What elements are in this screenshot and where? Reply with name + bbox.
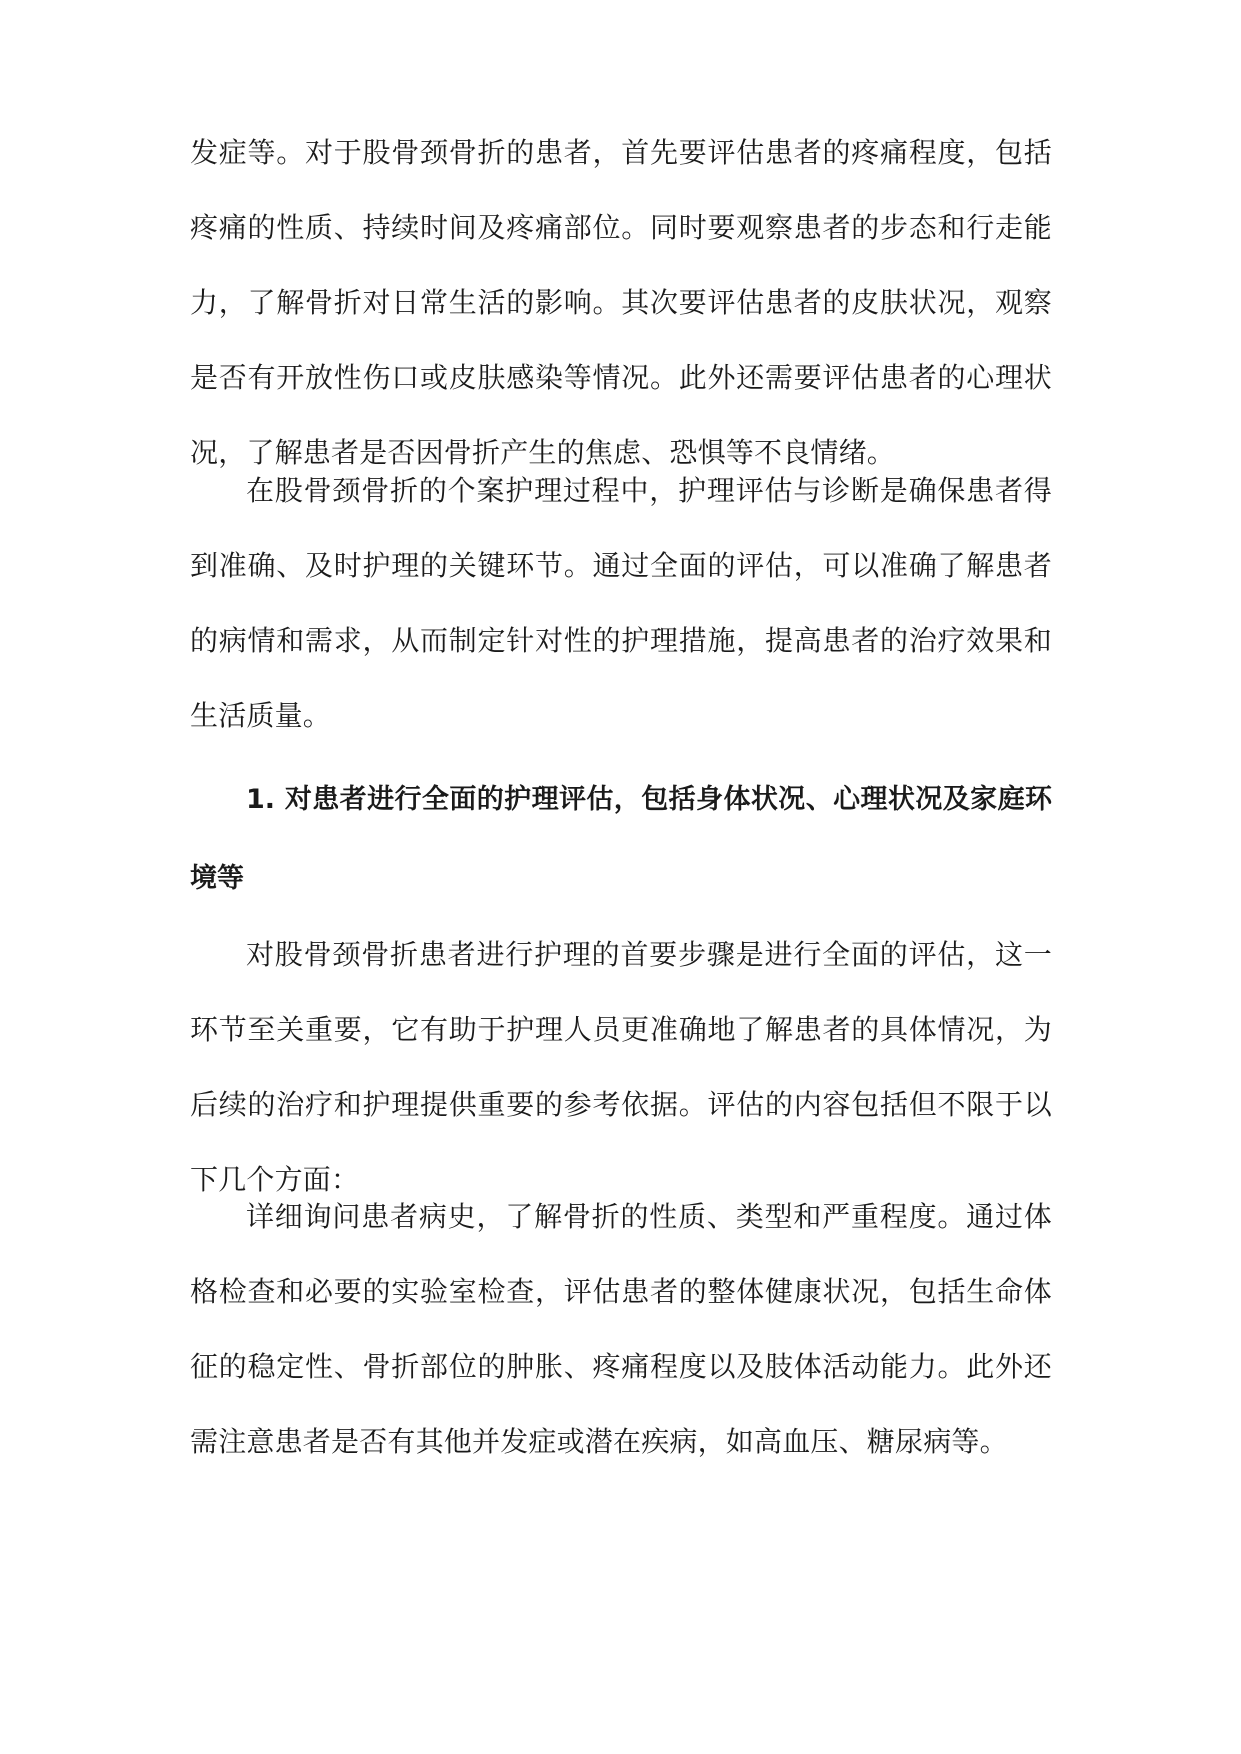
- paragraph-evaluation-summary: 在股骨颈骨折的个案护理过程中，护理评估与诊断是确保患者得到准确、及时护理的关键环节。通过全面的评估，可以准确了解患者的病情和需求，从而制定针对性的护理措施，提高患者的治疗效果和生活质量。: [190, 474, 1052, 732]
- paragraph-assessment-intro: 对股骨颈骨折患者进行护理的首要步骤是进行全面的评估，这一环节至关重要，它有助于护理人员更准确地了解患者的具体情况，为后续的治疗和护理提供重要的参考依据。评估的内容包括但不限于以下几个方面：: [190, 938, 1052, 1196]
- section-heading: 1. 对患者进行全面的护理评估，包括身体状况、心理状况及家庭环境等: [190, 784, 1052, 894]
- paragraph-continuation: 发症等。对于股骨颈骨折的患者，首先要评估患者的疼痛程度，包括疼痛的性质、持续时间及疼痛部位。同时要观察患者的步态和行走能力，了解骨折对日常生活的影响。其次要评估患者的皮肤状况，观察是否有开放性伤口或皮肤感染等情况。此外还需要评估患者的心理状况，了解患者是否因骨折产生的焦虑、恐惧等不良情绪。: [190, 136, 1052, 469]
- paragraph-medical-history: 详细询问患者病史，了解骨折的性质、类型和严重程度。通过体格检查和必要的实验室检查，评估患者的整体健康状况，包括生命体征的稳定性、骨折部位的肿胀、疼痛程度以及肢体活动能力。此外还需注意患者是否有其他并发症或潜在疾病，如高血压、糖尿病等。: [190, 1200, 1052, 1458]
